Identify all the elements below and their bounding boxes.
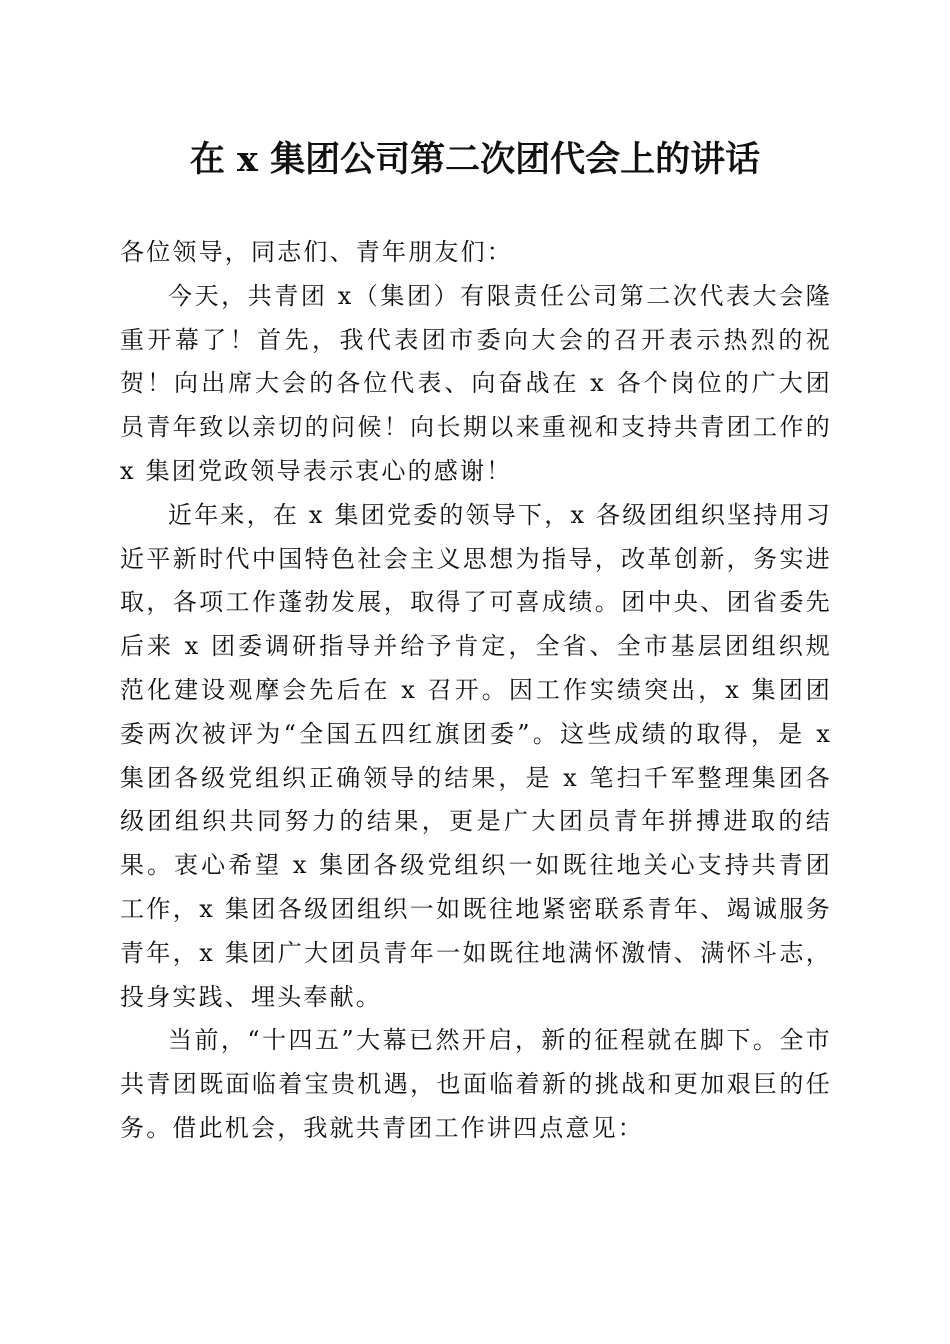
- paragraph-2: 近年来，在 x 集团党委的领导下，x 各级团组织坚持用习近平新时代中国特色社会主义思想为指导，改革创新，务实进取，各项工作蓬勃发展，取得了可喜成绩。团中央、团省委先后来 x 团委调研指导并给予肯定，全省、全市基层团组织规范化建设观摩会先后在 x 召开。因工作实绩突出，x 集团团委两次被评为“全国五四红旗团委”。这些成绩的取得，是 x 集团各级党组织正确领导的结果，是 x 笔扫千军整理集团各级团组织共同努力的结果，更是广大团员青年拼搏进取的结果。衷心希望 x 集团各级党组织一如既往地关心支持共青团工作，x 集团各级团组织一如既往地紧密联系青年、竭诚服务青年，x 集团广大团员青年一如既往地满怀激情、满怀斗志，投身实践、埋头奉献。: [120, 500, 832, 1011]
- document-title: 在 x 集团公司第二次团代会上的讲话: [189, 139, 761, 180]
- paragraph-1: 今天，共青团 x（集团）有限责任公司第二次代表大会隆重开幕了！首先，我代表团市委向大会的召开表示热烈的祝贺！向出席大会的各位代表、向奋战在 x 各个岗位的广大团员青年致以亲切的问候！向长期以来重视和支持共青团工作的 x 集团党政领导表示衷心的感谢！: [120, 281, 832, 485]
- salutation: 各位领导，同志们、青年朋友们：: [120, 238, 513, 266]
- document-body: [120, 231, 832, 1151]
- paragraph-3: 当前，“十四五”大幕已然开启，新的征程就在脚下。全市共青团既面临着宝贵机遇，也面临着新的挑战和更加艰巨的任务。借此机会，我就共青团工作讲四点意见：: [120, 1026, 832, 1142]
